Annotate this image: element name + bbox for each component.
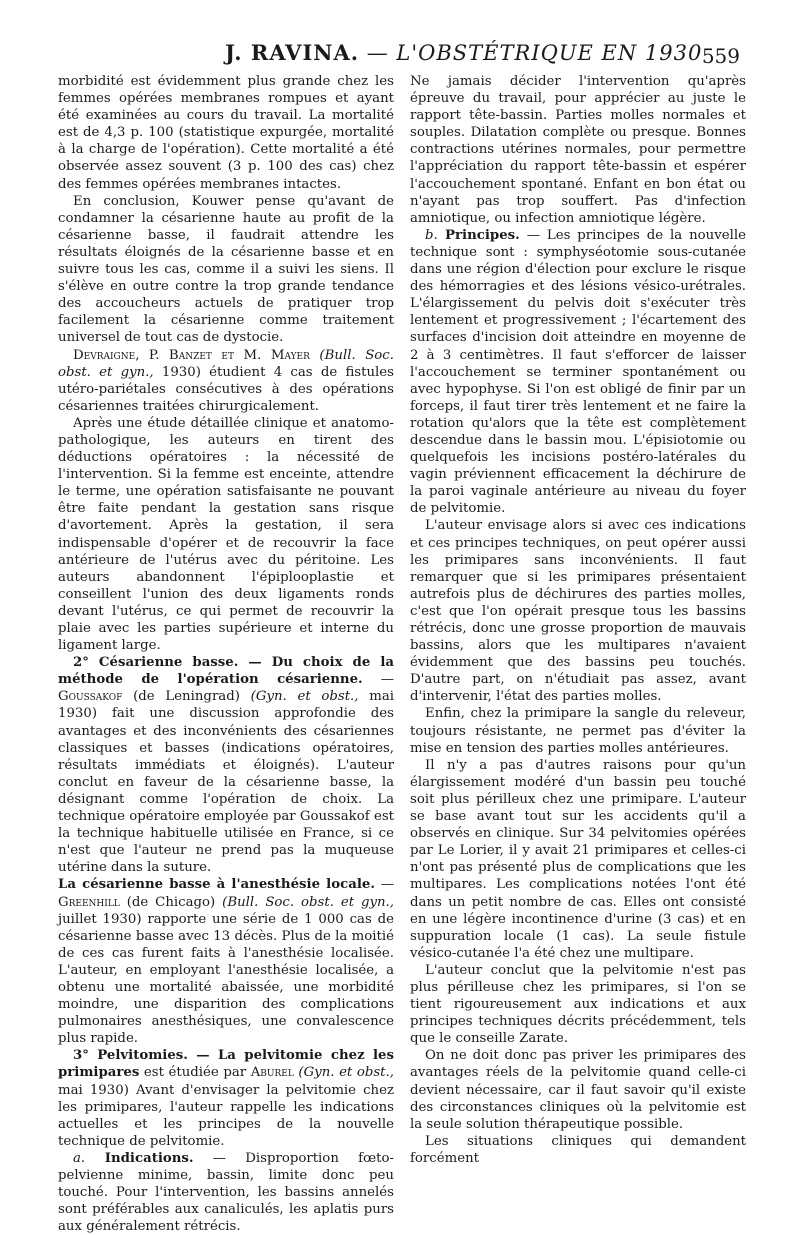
header-separator: — xyxy=(359,41,397,65)
cited-author: Aburel xyxy=(250,1065,294,1081)
paragraph: L'auteur conclut que la pelvitomie n'est pas plus périlleuse chez les primipares, si l'on se tient rigoureusement aux indications et aux principes techniques décrits précédemment, tels que le conseille Zarate. xyxy=(410,962,746,1047)
citation: (Bull. Soc. obst. et gyn., xyxy=(222,894,394,910)
section-paragraph: 3° Pelvitomies. — La pelvitomie chez les primipares est étudiée par Aburel (Gyn. et obst., mai 1930) Avant d'envisager la pelvitomie chez les primipares, l'auteur rappelle les indications actuelles et les principes de la nouvelle technique de pelvitomie. xyxy=(58,1048,394,1149)
paragraph: On ne doit donc pas priver les primipares des avantages réels de la pelvitomie quand celle-ci devient nécessaire, car il faut savoir qu'il existe des circonstances cliniques où la pelvitomie est la seule solution thérapeutique possible. xyxy=(410,1048,746,1132)
subsection-paragraph: b. Principes. — Les principes de la nouvelle technique sont : symphyséotomie sous-cutanée dans une région d'élection pour exclure le risque des hémorragies et des lésions vésico-urétrales. L'élargissement du pelvis doit s'exécuter très lentement et progressivement ; l'écartement des surfaces d'incision doit atteindre en moyenne de 2 à 3 centimètres. Il faut s'efforcer de laisser l'accouchement se terminer spontanément ou avec hypophyse. Si l'on est obligé de finir par un forceps, il faut tirer très lentement et ne faire la rotation qu'alors que la tête est complètement descendue dans le bassin mou. L'épisiotomie ou quelquefois les incisions postéro-latérales du vagin préviennent efficacement la déchirure de la paroi vaginale antérieure au niveau du foyer de pelvitomie. xyxy=(410,227,747,517)
paragraph: Devraigne, P. Banzet et M. Mayer (Bull. Soc. obst. et gyn., 1930) étudient 4 cas de fistules utéro-pariétales consécutives à des opérations césariennes traitées chirurgicalement. xyxy=(58,347,394,414)
paragraph: En conclusion, Kouwer pense qu'avant de condamner la césarienne haute au profit de la césarienne basse, il faudrait attendre les résultats éloignés de la césarienne basse et en suivre tous les cas, comme il a suivi les siens. Il s'élève en outre contre la trop grande tendance des accoucheurs actuels de pratiquer trop facilement la césarienne comme traitement universel de tout cas de dystocie. xyxy=(58,193,394,346)
paragraph: Il n'y a pas d'autres raisons pour qu'un élargissement modéré d'un bassin peu touché soit plus périlleux chez une primipare. L'auteur se base avant tout sur les accidents qu'il a observés en clinique. Sur 34 pelvitomies opérées par Le Lorier, il y avait 21 primipares et celles-ci n'ont pas présenté plus de complications que les multipares. Les complications notées l'ont été dans un petit nombre de cas. Elles ont consisté en une légère incontinence d'urine (3 cas) et en suppuration locale (1 cas). La seule fistule vésico-cutanée l'a été chez une multipare. xyxy=(410,757,746,961)
subsection-label: b. xyxy=(425,227,438,243)
subsection-heading: Indications. xyxy=(85,1150,194,1166)
running-title xyxy=(225,40,702,65)
paragraph: Les situations cliniques qui demandent forcément xyxy=(410,1133,746,1166)
paragraph: Après une étude détaillée clinique et anatomo-pathologique, les auteurs en tirent des déductions opératoires : la nécessité de l'intervention. Si la femme est enceinte, attendre le terme, une opération satisfaisante ne pouvant être faite pendant la gestation sans risque d'avortement. Après la gestation, il sera indispensable d'opérer et de recouvrir la face antérieure de l'utérus avec du péritoine. Les auteurs abandonnent l'épiplooplastie et conseillent l'union des deux ligaments ronds devant l'utérus, ce qui permet de recouvrir la plaie avec les parties supérieure et interne du ligament large. xyxy=(58,415,394,654)
paragraph: morbidité est évidemment plus grande chez les femmes opérées membranes rompues et ayant été examinées au cours du travail. La mortalité est de 4,3 p. 100 (statistique expurgée, mortalité à la charge de l'opération). Cette mortalité a été observée assez souvent (3 p. 100 des cas) chez des femmes opérées membranes intactes. xyxy=(58,74,394,192)
subsection-paragraph: a. Indications. — Disproportion fœto-pelvienne minime, bassin, limite donc peu touché. Pour l'intervention, les bassins annelés sont préférables aux canaliculés, les aplatis purs aux généralement rétrécis. xyxy=(58,1150,394,1235)
paragraph: Ne jamais décider l'intervention qu'après épreuve du travail, pour apprécier au juste le rapport tête-bassin. Parties molles normales et souples. Dilatation complète ou presque. Bonnes contractions utérines normales, pour permettre l'appréciation du rapport tête-bassin et espérer l'accouchement spontané. Enfant en bon état ou n'ayant pas trop souffert. Pas d'infection amniotique, ou infection amniotique légère. xyxy=(410,74,746,226)
page-number: 559 xyxy=(701,44,740,68)
subsection-label: a. xyxy=(73,1150,86,1166)
paragraph: Enfin, chez la primipare la sangle du releveur, toujours résistante, ne permet pas d'éviter la mise en tension des parties molles antérieures. xyxy=(410,706,746,756)
section-heading: La césarienne basse à l'anesthésie locale. xyxy=(58,877,375,893)
citation: (Gyn. et obst., xyxy=(293,1065,394,1081)
header-author: J. RAVINA. xyxy=(225,40,360,65)
right-column xyxy=(410,73,746,1167)
section-paragraph: La césarienne basse à l'anesthésie locale. — Greenhill (de Chicago) (Bull. Soc. obst. et gyn., juillet 1930) rapporte une série de 1 000 cas de césarienne basse avec 13 décès. Plus de la moitié de ces cas furent faits à l'anesthésie localisée. L'auteur, en employant l'anesthésie localisée, a obtenu une mortalité abaissée, une morbidité moindre, une disparition des complications pulmonaires anesthésiques, une convalescence plus rapide. xyxy=(58,877,394,1047)
citation: (Gyn. et obst., xyxy=(250,689,359,705)
header-journal: L'OBSTÉTRIQUE EN 1930 xyxy=(396,41,703,65)
section-heading: 3° Pelvitomies. — La pelvitomie chez les primipares xyxy=(58,1048,394,1081)
cited-author: — Greenhill xyxy=(58,877,394,910)
paragraph: L'auteur envisage alors si avec ces indications et ces principes techniques, on peut opérer aussi les primipares sans inconvénients. Il faut remarquer que si les primipares présentaient autrefois plus de déchirures des parties molles, c'est que l'on opérait presque tous les bassins rétrécis, donc une grosse proportion de mauvais bassins, alors que les multipares n'avaient évidemment que des bassins peu touchés. D'autre part, on n'étudiait pas assez, avant d'intervenir, l'état des parties molles. xyxy=(410,518,746,705)
citation: (Bull. Soc. obst. et gyn., xyxy=(58,347,394,380)
cited-authors: Devraigne, P. Banzet et M. Mayer xyxy=(73,347,310,363)
running-header xyxy=(60,40,740,70)
section-paragraph: 2° Césarienne basse. — Du choix de la méthode de l'opération césarienne. — Goussakof (de Leningrad) (Gyn. et obst., mai 1930) fait une discussion approfondie des avantages et des inconvénients des césariennes classiques et basses (indications opératoires, résultats immédiats et éloignés). L'auteur conclut en faveur de la césarienne basse, la désignant comme l'opération de choix. La technique opératoire employée par Goussakof est la technique habituelle utilisée en France, si ce n'est que l'auteur ne prend pas la muqueuse utérine dans la suture. xyxy=(58,655,395,876)
left-column xyxy=(58,73,394,1235)
section-heading: 2° Césarienne basse. — Du choix de la méthode de l'opération césarienne. xyxy=(58,655,394,688)
cited-author: — Goussakof xyxy=(58,672,395,705)
subsection-heading: Principes. xyxy=(437,227,520,243)
